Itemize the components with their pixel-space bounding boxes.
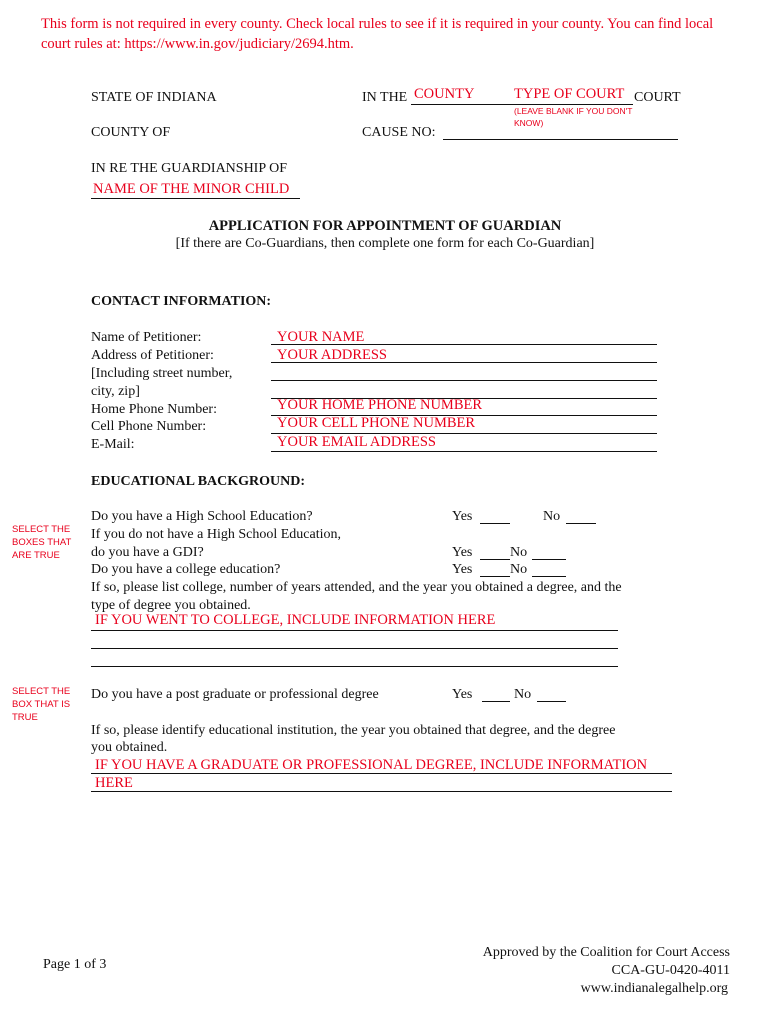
form-subtitle: [If there are Co-Guardians, then complete one form for each Co-Guardian] xyxy=(175,236,595,251)
address-underline xyxy=(271,362,657,363)
hs-yes-label: Yes xyxy=(452,509,473,524)
college-line-3[interactable] xyxy=(91,666,618,667)
college-no-box[interactable] xyxy=(532,576,566,577)
select-boxes-note: SELECT THE BOXES THAT ARE TRUE xyxy=(12,524,72,561)
q-gdi: do you have a GDI? xyxy=(91,545,204,560)
guardianship-label: IN RE THE GUARDIANSHIP OF xyxy=(91,161,288,176)
grad-yes-label: Yes xyxy=(452,687,473,702)
grad-line-2 xyxy=(91,791,672,792)
grad-yes-box[interactable] xyxy=(482,701,510,702)
petitioner-name-field[interactable]: YOUR NAME xyxy=(277,329,365,345)
home-phone-field[interactable]: YOUR HOME PHONE NUMBER xyxy=(277,397,483,413)
hs-no-label: No xyxy=(543,509,561,524)
cell-phone-label: Cell Phone Number: xyxy=(91,419,207,434)
cell-phone-field[interactable]: YOUR CELL PHONE NUMBER xyxy=(277,415,476,431)
petitioner-address-field[interactable]: YOUR ADDRESS xyxy=(277,347,387,363)
email-underline xyxy=(271,451,657,452)
form-title: APPLICATION FOR APPOINTMENT OF GUARDIAN xyxy=(208,218,562,234)
notice-text: This form is not required in every county. Check local rules to see if it is required in your county. You can find local court rules at: https://www.in.gov/judiciary/2694.htm. xyxy=(41,16,714,52)
address-line-2[interactable] xyxy=(271,380,657,381)
county-label: COUNTY OF xyxy=(91,125,171,140)
address-hint-1: [Including street number, xyxy=(91,366,233,381)
education-heading: EDUCATIONAL BACKGROUND: xyxy=(91,474,306,489)
email-field[interactable]: YOUR EMAIL ADDRESS xyxy=(277,434,436,450)
q-college: Do you have a college education? xyxy=(91,562,281,577)
grad-no-box[interactable] xyxy=(537,701,566,702)
form-code: CCA-GU-0420-4011 xyxy=(611,963,730,978)
petitioner-name-label: Name of Petitioner: xyxy=(91,330,202,345)
grad-line-1 xyxy=(91,773,672,774)
minor-child-field[interactable]: NAME OF THE MINOR CHILD xyxy=(93,181,290,197)
grad-info-field-2[interactable]: HERE xyxy=(95,775,133,791)
petitioner-address-label: Address of Petitioner: xyxy=(91,348,214,363)
college-yes-label: Yes xyxy=(452,562,473,577)
cause-no-field[interactable] xyxy=(443,139,678,140)
contact-heading: CONTACT INFORMATION: xyxy=(91,294,272,309)
cause-no-label: CAUSE NO: xyxy=(362,125,436,140)
college-instruction-1: If so, please list college, number of years attended, and the year you obtained a degree, and the xyxy=(91,580,622,595)
q-post-graduate: Do you have a post graduate or professional degree xyxy=(91,687,379,702)
q-high-school: Do you have a High School Education? xyxy=(91,509,313,524)
name-underline xyxy=(271,344,657,345)
grad-instruction-1: If so, please identify educational institution, the year you obtained that degree, and the degree xyxy=(91,723,616,738)
page-number: Page 1 of 3 xyxy=(43,957,107,972)
state-label: STATE OF INDIANA xyxy=(91,90,217,105)
hs-no-box[interactable] xyxy=(566,523,596,524)
hs-yes-box[interactable] xyxy=(480,523,510,524)
q-no-high-school: If you do not have a High School Education, xyxy=(91,527,342,542)
gdi-no-box[interactable] xyxy=(532,559,566,560)
select-box-note: SELECT THE BOX THAT IS TRUE xyxy=(12,686,71,723)
gdi-yes-box[interactable] xyxy=(480,559,510,560)
grad-instruction-2: you obtained. xyxy=(91,740,168,755)
college-line-1 xyxy=(91,630,618,631)
gdi-no-label: No xyxy=(510,545,528,560)
in-the-label: IN THE xyxy=(362,90,408,105)
minor-child-underline xyxy=(91,198,300,199)
approved-text: Approved by the Coalition for Court Access xyxy=(482,945,730,960)
grad-no-label: No xyxy=(514,687,532,702)
college-no-label: No xyxy=(510,562,528,577)
gdi-yes-label: Yes xyxy=(452,545,473,560)
college-instruction-2: type of degree you obtained. xyxy=(91,598,251,613)
email-label: E-Mail: xyxy=(91,437,135,452)
court-label: COURT xyxy=(634,90,681,105)
home-phone-label: Home Phone Number: xyxy=(91,402,217,417)
county-field[interactable]: COUNTY xyxy=(414,86,475,102)
leave-blank-hint: (LEAVE BLANK IF YOU DON'T KNOW) xyxy=(514,106,633,128)
address-hint-2: city, zip] xyxy=(91,384,140,399)
website: www.indianalegalhelp.org xyxy=(580,981,728,996)
type-of-court-field[interactable]: TYPE OF COURT xyxy=(514,86,625,102)
college-line-2[interactable] xyxy=(91,648,618,649)
college-info-field[interactable]: IF YOU WENT TO COLLEGE, INCLUDE INFORMATION HERE xyxy=(95,612,496,628)
college-yes-box[interactable] xyxy=(480,576,510,577)
grad-info-field-1[interactable]: IF YOU HAVE A GRADUATE OR PROFESSIONAL DEGREE, INCLUDE INFORMATION xyxy=(95,757,648,773)
